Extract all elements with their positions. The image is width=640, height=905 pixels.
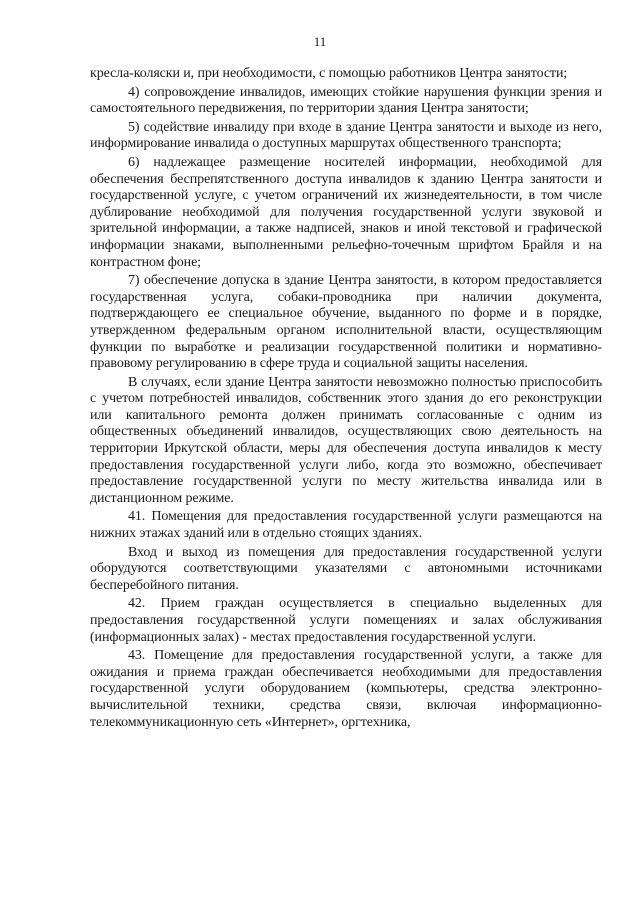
paragraph-entrance-exit: Вход и выход из помещения для предоставления государственной услуги оборудуются соответствующими указателями с автономными источниками бесперебойного питания. (90, 544, 602, 593)
page-number: 11 (313, 34, 327, 49)
paragraph-clause-43: 43. Помещение для предоставления государственной услуги, а также для ожидания и приема граждан обеспечивается необходимыми для предоставления государственной услуги оборудованием (компьютеры, средства электронно-вычислительной техники, средства связи, включая информационно-телекоммуникационную сеть «Интернет», оргтехника, (90, 648, 602, 730)
paragraph-item-5: 5) содействие инвалиду при входе в здание Центра занятости и выходе из него, информирование инвалида о доступных маршрутах общественного транспорта; (90, 119, 602, 152)
paragraph-item-4: 4) сопровождение инвалидов, имеющих стойкие нарушения функции зрения и самостоятельного передвижения, по территории здания Центра занятости; (90, 84, 602, 117)
paragraph-continuation: кресла-коляски и, при необходимости, с помощью работников Центра занятости; (90, 66, 568, 81)
document-body (90, 66, 602, 733)
paragraph-item-7: 7) обеспечение допуска в здание Центра занятости, в котором предоставляется государственная услуга, собаки-проводника при наличии документа, подтверждающего ее специальное обучение, выданного по форме и в порядке, утвержденном федеральным органом исполнительной власти, осуществляющим функции по выработке и реализации государственной политики и нормативно-правовому регулированию в сфере труда и социальной защиты населения. (90, 273, 602, 372)
paragraph-item-6: 6) надлежащее размещение носителей информации, необходимой для обеспечения беспрепятственного доступа инвалидов к зданию Центра занятости и государственной услуге, с учетом ограничений их жизнедеятельности, в том числе дублирование необходимой для получения государственной услуги звуковой и зрительной информации, а также надписей, знаков и иной текстовой и графической информации знаками, выполненными рельефно-точечным шрифтом Брайля и на контрастном фоне; (90, 154, 602, 270)
paragraph-clause-41: 41. Помещения для предоставления государственной услуги размещаются на нижних этажах зданий или в отдельно стоящих зданиях. (90, 509, 602, 542)
paragraph-accessibility-cases: В случаях, если здание Центра занятости невозможно полностью приспособить с учетом потребностей инвалидов, собственник этого здания до его реконструкции или капитального ремонта должен принимать согласованные с одним из общественных объединений инвалидов, осуществляющих свою деятельность на территории Иркутской области, меры для обеспечения доступа инвалидов к месту предоставления государственной услуги либо, когда это возможно, обеспечивает предоставление государственной услуги по месту жительства инвалида или в дистанционном режиме. (90, 374, 602, 506)
paragraph-clause-42: 42. Прием граждан осуществляется в специально выделенных для предоставления государственной услуги помещениях и залах обслуживания (информационных залах) - местах предоставления государственной услуги. (90, 596, 602, 645)
